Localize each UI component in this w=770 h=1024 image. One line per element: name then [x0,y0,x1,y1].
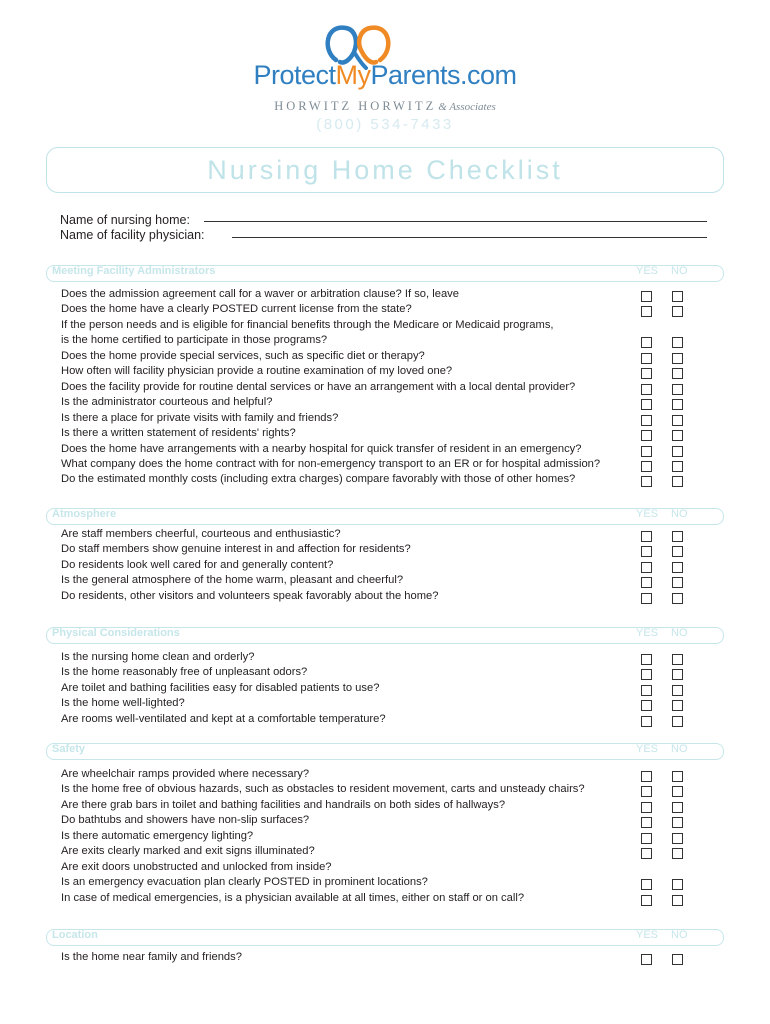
checklist-question [61,349,639,365]
question-text: Is there a written statement of residents' rights? [61,427,296,440]
no-checkbox[interactable] [672,353,683,364]
physician-field[interactable] [232,237,707,238]
question-text: In case of medical emergencies, is a physician available at all times, either on staff or on call? [61,891,525,904]
no-checkbox[interactable] [672,716,683,727]
question-text: Is there automatic emergency lighting? [61,829,254,842]
checklist-question [61,782,639,798]
yes-checkbox[interactable] [641,577,652,588]
checklist-question [61,681,639,697]
no-checkbox[interactable] [672,895,683,906]
yes-checkbox[interactable] [641,833,652,844]
no-checkbox[interactable] [672,546,683,557]
question-text: Is the home reasonably free of unpleasant odors? [61,666,308,679]
checklist-question [61,813,639,829]
section-title: Safety [52,743,86,755]
no-column-label: NO [671,929,688,941]
yes-checkbox[interactable] [641,700,652,711]
no-checkbox[interactable] [672,384,683,395]
checklist-question [61,426,639,442]
nursing-home-label: Name of nursing home: [60,213,190,227]
question-text: Is the nursing home clean and orderly? [61,651,255,663]
question-text: Do residents, other visitors and volunteers speak favorably about the home? [61,589,439,602]
no-checkbox[interactable] [672,817,683,828]
no-column-label: NO [671,265,688,277]
checklist-question [61,318,639,334]
nursing-home-field[interactable] [204,221,707,222]
yes-checkbox[interactable] [641,562,652,573]
brand-part-3: Parents.com [370,60,517,90]
yes-checkbox[interactable] [641,430,652,441]
checklist-question [61,665,639,681]
no-checkbox[interactable] [672,291,683,302]
yes-checkbox[interactable] [641,685,652,696]
question-text: Are staff members cheerful, courteous and enthusiastic? [61,528,341,540]
yes-checkbox[interactable] [641,446,652,457]
no-checkbox[interactable] [672,562,683,573]
section-title: Location [52,929,98,941]
section-header [46,265,724,282]
yes-column-label: YES [636,929,659,941]
question-text: Are rooms well-ventilated and kept at a comfortable temperature? [61,712,386,725]
checklist-question [61,798,639,814]
yes-column-label: YES [636,265,659,277]
no-checkbox[interactable] [672,802,683,813]
yes-checkbox[interactable] [641,384,652,395]
no-checkbox[interactable] [672,700,683,711]
no-column-label: NO [671,627,688,639]
question-text: Is the home well-lighted? [61,697,185,710]
yes-checkbox[interactable] [641,802,652,813]
checklist-question [61,950,639,966]
yes-checkbox[interactable] [641,654,652,665]
no-column-label: NO [671,743,688,755]
no-checkbox[interactable] [672,337,683,348]
question-text: Is the general atmosphere of the home warm, pleasant and cheerful? [61,574,404,587]
question-text: If the person needs and is eligible for financial benefits through the Medicare or Medicaid programs, [61,318,554,331]
brand-part-1: Protect [253,60,336,90]
yes-checkbox[interactable] [641,399,652,410]
section-title: Physical Considerations [52,627,180,639]
question-text: Does the home have arrangements with a nearby hospital for quick transfer of resident in an emergency? [61,442,582,455]
question-text: How often will facility physician provide a routine examination of my loved one? [61,365,453,378]
yes-checkbox[interactable] [641,415,652,426]
physician-label: Name of facility physician: [60,228,205,242]
yes-checkbox[interactable] [641,716,652,727]
yes-checkbox[interactable] [641,669,652,680]
yes-column-label: YES [636,627,659,639]
section-header [46,743,724,760]
checklist-question [61,589,639,605]
question-text: Are wheelchair ramps provided where necessary? [61,768,310,780]
no-checkbox[interactable] [672,399,683,410]
checklist-question [61,364,639,380]
yes-checkbox[interactable] [641,879,652,890]
no-checkbox[interactable] [672,577,683,588]
question-text: Do residents look well cared for and generally content? [61,558,334,571]
checklist-question [61,457,639,473]
question-text: Does the admission agreement call for a waver or arbitration clause? If so, leave [61,288,459,300]
section-title: Atmosphere [52,508,117,520]
yes-checkbox[interactable] [641,461,652,472]
checklist-question [61,442,639,458]
no-checkbox[interactable] [672,786,683,797]
checklist-question [61,696,639,712]
question-text: Are exit doors unobstructed and unlocked from inside? [61,860,332,873]
section-header [46,508,724,525]
question-text: Is an emergency evacuation plan clearly POSTED in prominent locations? [61,876,428,889]
checklist-question [61,527,639,543]
checklist-question [61,380,639,396]
question-text: What company does the home contract with for non-emergency transport to an ER or for hospital admission? [61,457,601,470]
question-text: Is the home near family and friends? [61,951,242,963]
yes-checkbox[interactable] [641,771,652,782]
checklist-question [61,767,639,783]
section-header [46,929,724,946]
checklist-question [61,650,639,666]
checklist-question [61,875,639,891]
brand-part-2: My [335,60,371,90]
checklist-question [61,844,639,860]
no-checkbox[interactable] [672,430,683,441]
no-checkbox[interactable] [672,654,683,665]
checklist-question [61,333,639,349]
yes-checkbox[interactable] [641,306,652,317]
no-column-label: NO [671,508,688,520]
yes-checkbox[interactable] [641,546,652,557]
no-checkbox[interactable] [672,368,683,379]
question-text: Is the administrator courteous and helpful? [61,396,273,409]
no-checkbox[interactable] [672,476,683,487]
yes-checkbox[interactable] [641,786,652,797]
no-checkbox[interactable] [672,593,683,604]
firm-text: HORWITZ HORWITZ [274,99,437,113]
page-title: Nursing Home Checklist [207,155,563,185]
checklist-question [61,542,639,558]
checklist-question [61,712,639,728]
firm-name [0,99,770,114]
brand-name [0,60,770,91]
no-checkbox[interactable] [672,669,683,680]
no-checkbox[interactable] [672,685,683,696]
question-text: is the home certified to participate in those programs? [61,334,328,347]
no-checkbox[interactable] [672,833,683,844]
checklist-question [61,287,639,303]
checklist-question [61,395,639,411]
no-checkbox[interactable] [672,879,683,890]
yes-checkbox[interactable] [641,337,652,348]
checklist-question [61,573,639,589]
question-text: Are exits clearly marked and exit signs illuminated? [61,845,315,858]
no-checkbox[interactable] [672,954,683,965]
question-text: Does the facility provide for routine dental services or have an arrangement with a local dental provider? [61,380,576,393]
yes-checkbox[interactable] [641,291,652,302]
question-text: Does the home have a clearly POSTED current license from the state? [61,303,412,316]
checklist-question [61,860,639,876]
checklist-question [61,302,639,318]
question-text: Do the estimated monthly costs (including extra charges) compare favorably with those of other homes? [61,473,576,486]
checklist-question [61,472,639,488]
no-checkbox[interactable] [672,771,683,782]
question-text: Is there a place for private visits with family and friends? [61,411,339,424]
question-text: Are there grab bars in toilet and bathing facilities and handrails on both sides of hallways? [61,798,506,811]
yes-checkbox[interactable] [641,353,652,364]
checklist-question [61,829,639,845]
firm-assoc: & Associates [438,101,496,113]
yes-column-label: YES [636,743,659,755]
question-text: Are toilet and bathing facilities easy for disabled patients to use? [61,681,380,694]
yes-checkbox[interactable] [641,368,652,379]
checklist-question [61,411,639,427]
yes-checkbox[interactable] [641,848,652,859]
yes-checkbox[interactable] [641,476,652,487]
section-header [46,627,724,644]
no-checkbox[interactable] [672,461,683,472]
yes-checkbox[interactable] [641,531,652,542]
yes-checkbox[interactable] [641,817,652,828]
yes-column-label: YES [636,508,659,520]
no-checkbox[interactable] [672,446,683,457]
question-text: Do staff members show genuine interest in and affection for residents? [61,543,411,556]
question-text: Do bathtubs and showers have non-slip surfaces? [61,814,310,827]
question-text: Is the home free of obvious hazards, such as obstacles to resident movement, carts and unsteady chairs? [61,783,585,796]
no-checkbox[interactable] [672,848,683,859]
yes-checkbox[interactable] [641,895,652,906]
checklist-question [61,558,639,574]
title-box [46,147,724,193]
yes-checkbox[interactable] [641,954,652,965]
phone-number: (800) 534-7433 [316,116,454,133]
checklist-question [61,891,639,907]
no-checkbox[interactable] [672,531,683,542]
question-text: Does the home provide special services, such as specific diet or therapy? [61,349,425,362]
section-title: Meeting Facility Administrators [52,265,216,277]
no-checkbox[interactable] [672,306,683,317]
yes-checkbox[interactable] [641,593,652,604]
no-checkbox[interactable] [672,415,683,426]
